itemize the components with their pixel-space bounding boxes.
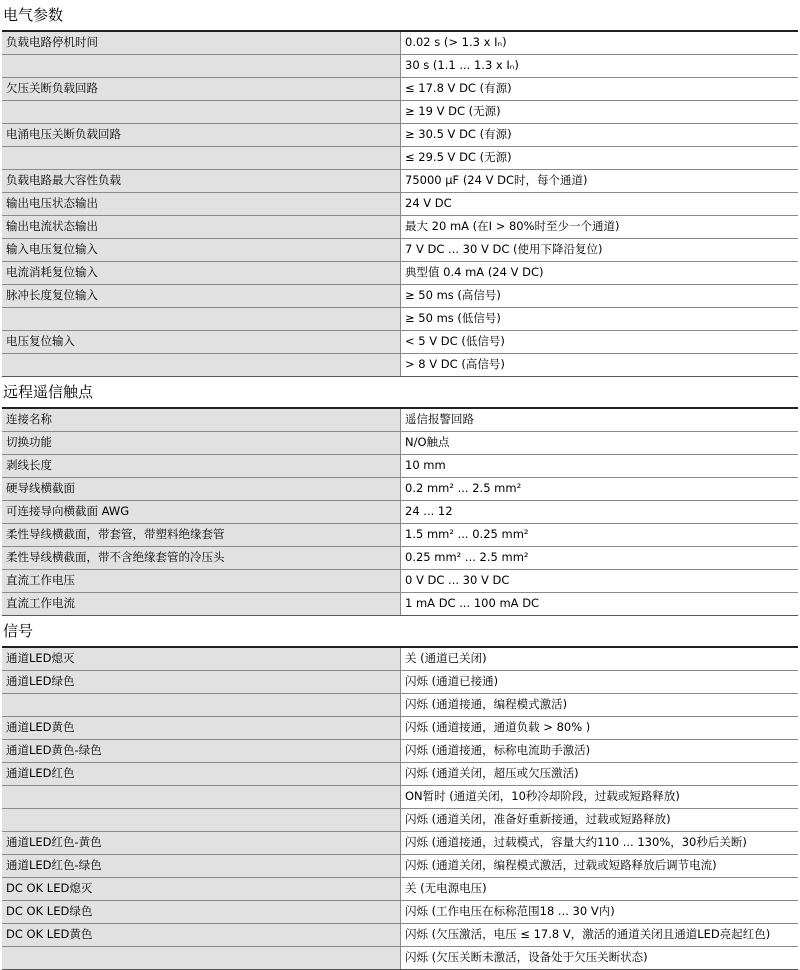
parameter-label: 通道LED绿色	[2, 671, 401, 693]
table-row	[2, 192, 798, 215]
table-row	[2, 77, 798, 100]
table-row	[2, 523, 798, 546]
section-title: 信号	[3, 622, 34, 640]
parameter-label: 直流工作电流	[2, 593, 401, 615]
table-row	[2, 877, 798, 900]
parameter-label: 通道LED红色-绿色	[2, 855, 401, 877]
parameter-label: DC OK LED绿色	[2, 901, 401, 923]
parameter-label	[2, 786, 401, 808]
table-row	[2, 693, 798, 716]
parameter-value: N/O触点	[401, 432, 798, 454]
table-row	[2, 569, 798, 592]
parameter-label: 柔性导线横截面，带套管，带塑料绝缘套管	[2, 524, 401, 546]
table-row	[2, 100, 798, 123]
parameter-label: 负载电路最大容性负载	[2, 170, 401, 192]
table-row	[2, 762, 798, 785]
table-row	[2, 546, 798, 569]
table-row	[2, 238, 798, 261]
table-row	[2, 261, 798, 284]
parameter-value: 闪烁 (欠压激活，电压 ≤ 17.8 V，激活的通道关闭且通道LED亮起红色)	[401, 924, 798, 946]
table-row	[2, 146, 798, 169]
spec-table	[2, 30, 798, 377]
table-row	[2, 353, 798, 376]
parameter-value: 1.5 mm² ... 0.25 mm²	[401, 524, 798, 546]
parameter-label: 通道LED熄灭	[2, 648, 401, 670]
parameter-value: 闪烁 (欠压关断未激活，设备处于欠压关断状态)	[401, 947, 798, 969]
parameter-label: 电涌电压关断负载回路	[2, 124, 401, 146]
parameter-value: ≥ 30.5 V DC (有源)	[401, 124, 798, 146]
parameter-value: ≤ 29.5 V DC (无源)	[401, 147, 798, 169]
table-row	[2, 330, 798, 353]
table-row	[2, 454, 798, 477]
table-row	[2, 215, 798, 238]
parameter-value: 0.25 mm² ... 2.5 mm²	[401, 547, 798, 569]
parameter-value: ≥ 19 V DC (无源)	[401, 101, 798, 123]
parameter-label: 切换功能	[2, 432, 401, 454]
parameter-value: 闪烁 (通道接通，编程模式激活)	[401, 694, 798, 716]
parameter-value: 75000 μF (24 V DC时，每个通道)	[401, 170, 798, 192]
parameter-label: 直流工作电压	[2, 570, 401, 592]
parameter-label: 通道LED红色-黄色	[2, 832, 401, 854]
parameter-label: 可连接导向横截面 AWG	[2, 501, 401, 523]
parameter-value: 30 s (1.1 ... 1.3 x Iₙ)	[401, 55, 798, 77]
spec-table	[2, 646, 798, 970]
parameter-label: 负载电路停机时间	[2, 32, 401, 54]
parameter-label: 通道LED红色	[2, 763, 401, 785]
parameter-label: 输出电流状态输出	[2, 216, 401, 238]
parameter-value: 关 (无电源电压)	[401, 878, 798, 900]
table-row	[2, 923, 798, 946]
parameter-label: 脉冲长度复位输入	[2, 285, 401, 307]
parameter-value: 闪烁 (通道接通，过载模式，容量大约110 ... 130%，30秒后关断)	[401, 832, 798, 854]
table-row	[2, 592, 798, 615]
table-row	[2, 785, 798, 808]
table-row	[2, 900, 798, 923]
table-row	[2, 946, 798, 969]
parameter-value: 0 V DC ... 30 V DC	[401, 570, 798, 592]
parameter-value: ≥ 50 ms (低信号)	[401, 308, 798, 330]
table-row	[2, 739, 798, 762]
parameter-value: 闪烁 (工作电压在标称范围18 ... 30 V内)	[401, 901, 798, 923]
parameter-label	[2, 308, 401, 330]
parameter-value: 闪烁 (通道关闭，超压或欠压激活)	[401, 763, 798, 785]
section-title: 电气参数	[3, 6, 64, 24]
parameter-value: < 5 V DC (低信号)	[401, 331, 798, 353]
parameter-label	[2, 694, 401, 716]
parameter-label: 电压复位输入	[2, 331, 401, 353]
table-row	[2, 500, 798, 523]
table-row	[2, 670, 798, 693]
parameter-value: 24 ... 12	[401, 501, 798, 523]
parameter-label	[2, 101, 401, 123]
parameter-label	[2, 354, 401, 376]
parameter-label: 剥线长度	[2, 455, 401, 477]
table-row	[2, 808, 798, 831]
parameter-value: 10 mm	[401, 455, 798, 477]
parameter-label: DC OK LED黄色	[2, 924, 401, 946]
parameter-value: 闪烁 (通道已接通)	[401, 671, 798, 693]
parameter-value: 闪烁 (通道关闭，准备好重新接通，过载或短路释放)	[401, 809, 798, 831]
parameter-label	[2, 55, 401, 77]
parameter-value: 7 V DC ... 30 V DC (使用下降沿复位)	[401, 239, 798, 261]
parameter-value: 关 (通道已关闭)	[401, 648, 798, 670]
parameter-value: 1 mA DC ... 100 mA DC	[401, 593, 798, 615]
parameter-value: 典型值 0.4 mA (24 V DC)	[401, 262, 798, 284]
parameter-label: 柔性导线横截面，带不含绝缘套管的冷压头	[2, 547, 401, 569]
parameter-value: 闪烁 (通道接通，标称电流助手激活)	[401, 740, 798, 762]
parameter-label: 硬导线横截面	[2, 478, 401, 500]
parameter-value: 24 V DC	[401, 193, 798, 215]
parameter-value: > 8 V DC (高信号)	[401, 354, 798, 376]
parameter-label: DC OK LED熄灭	[2, 878, 401, 900]
table-row	[2, 854, 798, 877]
parameter-value: ≤ 17.8 V DC (有源)	[401, 78, 798, 100]
spec-table	[2, 407, 798, 616]
table-row	[2, 648, 798, 670]
table-row	[2, 409, 798, 431]
parameter-value: ON暂时 (通道关闭，10秒冷却阶段，过载或短路释放)	[401, 786, 798, 808]
parameter-label	[2, 809, 401, 831]
table-row	[2, 284, 798, 307]
parameter-label: 输入电压复位输入	[2, 239, 401, 261]
parameter-label: 电流消耗复位输入	[2, 262, 401, 284]
parameter-value: ≥ 50 ms (高信号)	[401, 285, 798, 307]
table-row	[2, 831, 798, 854]
parameter-value: 遥信报警回路	[401, 409, 798, 431]
table-row	[2, 32, 798, 54]
parameter-value: 0.02 s (> 1.3 x Iₙ)	[401, 32, 798, 54]
table-row	[2, 123, 798, 146]
table-row	[2, 54, 798, 77]
parameter-label	[2, 147, 401, 169]
parameter-label: 欠压关断负载回路	[2, 78, 401, 100]
parameter-value: 0.2 mm² ... 2.5 mm²	[401, 478, 798, 500]
table-row	[2, 307, 798, 330]
table-row	[2, 477, 798, 500]
parameter-value: 闪烁 (通道关闭，编程模式激活，过载或短路释放后调节电流)	[401, 855, 798, 877]
table-row	[2, 716, 798, 739]
table-row	[2, 169, 798, 192]
parameter-label: 输出电压状态输出	[2, 193, 401, 215]
parameter-label: 连接名称	[2, 409, 401, 431]
parameter-value: 最大 20 mA (在I > 80%时至少一个通道)	[401, 216, 798, 238]
parameter-label: 通道LED黄色	[2, 717, 401, 739]
table-row	[2, 431, 798, 454]
section-title: 远程遥信触点	[3, 383, 94, 401]
parameter-label	[2, 947, 401, 969]
parameter-label: 通道LED黄色-绿色	[2, 740, 401, 762]
parameter-value: 闪烁 (通道接通，通道负载 > 80% )	[401, 717, 798, 739]
